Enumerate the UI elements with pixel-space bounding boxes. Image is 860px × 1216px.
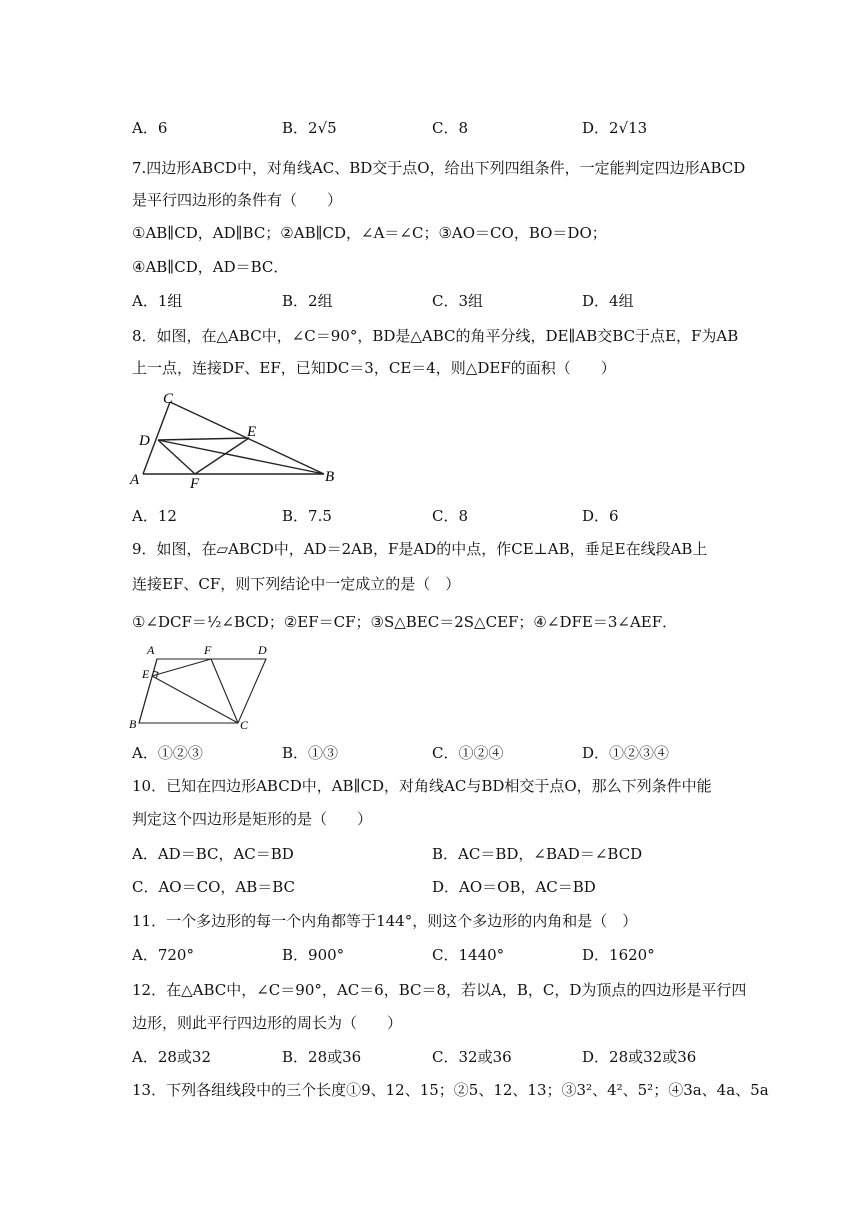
q11-option-b: B．900°: [282, 946, 345, 964]
q7-stem-line2: 是平行四边形的条件有（ ）: [132, 191, 343, 209]
q6-option-d: D．2√13: [582, 119, 648, 137]
q9-label-f: F: [204, 643, 212, 657]
q7-stem-line1: 7.四边形ABCD中，对角线AC、BD交于点O，给出下列四组条件，一定能判定四边形ABCD: [132, 159, 746, 177]
q7-conditions-line1: ①AB∥CD，AD∥BC；②AB∥CD，∠A＝∠C；③AO＝CO，BO＝DO；: [132, 224, 607, 242]
q8-label-a: A: [130, 472, 140, 488]
q7-conditions-line2: ④AB∥CD，AD＝BC．: [132, 258, 289, 276]
q11-option-a: A．720°: [132, 946, 194, 964]
q10-stem-line2: 判定这个四边形是矩形的是（ ）: [132, 810, 373, 828]
q9-label-d: D: [258, 643, 267, 657]
q11-option-d: D．1620°: [582, 946, 655, 964]
q8-label-e: E: [247, 424, 257, 440]
q10-option-d: D．AO＝OB，AC＝BD: [432, 878, 596, 896]
q9-option-a: A．①②③: [132, 744, 203, 762]
q8-label-f: F: [190, 476, 200, 490]
q8-stem-line1: 8．如图，在△ABC中，∠C＝90°，BD是△ABC的角平分线，DE∥AB交BC于点E，F为AB: [132, 327, 739, 345]
q7-option-c: C．3组: [432, 292, 484, 310]
q9-conclusions: ①∠DCF＝½∠BCD；②EF＝CF；③S△BEC＝2S△CEF；④∠DFE＝3∠AEF．: [132, 613, 678, 631]
q9-label-b: B: [129, 717, 137, 731]
q8-option-c: C．8: [432, 507, 469, 525]
q9-label-a: A: [147, 643, 155, 657]
q11-option-c: C．1440°: [432, 946, 505, 964]
q9-option-c: C．①②④: [432, 744, 504, 762]
q8-label-c: C: [163, 391, 174, 407]
q12-option-c: C．32或36: [432, 1048, 512, 1066]
q9-option-b: B．①③: [282, 744, 339, 762]
q10-option-a: A．AD＝BC，AC＝BD: [132, 845, 294, 863]
q12-option-d: D．28或32或36: [582, 1048, 697, 1066]
q9-label-e: E: [142, 667, 150, 681]
q8-option-b: B．7.5: [282, 507, 332, 525]
q7-option-a: A．1组: [132, 292, 183, 310]
q7-option-b: B．2组: [282, 292, 333, 310]
q8-label-b: B: [325, 469, 335, 485]
q10-option-b: B．AC＝BD，∠BAD＝∠BCD: [432, 845, 643, 863]
q9-option-d: D．①②③④: [582, 744, 670, 762]
q12-stem-line2: 边形，则此平行四边形的周长为（ ）: [132, 1014, 403, 1032]
q8-label-d: D: [139, 433, 150, 449]
q10-stem-line1: 10．已知在四边形ABCD中，AB∥CD，对角线AC与BD相交于点O，那么下列条件中能: [132, 777, 712, 795]
q9-stem-line2: 连接EF、CF，则下列结论中一定成立的是（ ）: [132, 575, 461, 593]
q12-option-b: B．28或36: [282, 1048, 362, 1066]
q12-stem-line1: 12．在△ABC中，∠C＝90°，AC＝6，BC＝8，若以A，B，C，D为顶点的四边形是平行四: [132, 981, 747, 999]
q9-stem-line1: 9．如图，在▱ABCD中，AD＝2AB，F是AD的中点，作CE⊥AB，垂足E在线段AB上: [132, 540, 708, 558]
q13-stem-line1: 13．下列各组线段中的三个长度①9、12、15；②5、12、13；③3²、4²、5²；④3a、4a、5a: [132, 1081, 769, 1099]
q9-parallelogram-figure: [126, 640, 274, 732]
q6-option-c: C．8: [432, 119, 469, 137]
q8-stem-line2: 上一点，连接DF、EF，已知DC＝3，CE＝4，则△DEF的面积（ ）: [132, 359, 616, 377]
q8-option-d: D．6: [582, 507, 619, 525]
q11-stem: 11．一个多边形的每一个内角都等于144°，则这个多边形的内角和是（ ）: [132, 912, 638, 930]
q7-option-d: D．4组: [582, 292, 634, 310]
q12-option-a: A．28或32: [132, 1048, 212, 1066]
q10-option-c: C．AO＝CO，AB＝BC: [132, 878, 296, 896]
q6-option-b: B．2√5: [282, 119, 337, 137]
q8-option-a: A．12: [132, 507, 177, 525]
q8-triangle-figure: [128, 388, 342, 490]
q6-option-a: A．6: [132, 119, 168, 137]
q9-label-c: C: [240, 718, 249, 732]
